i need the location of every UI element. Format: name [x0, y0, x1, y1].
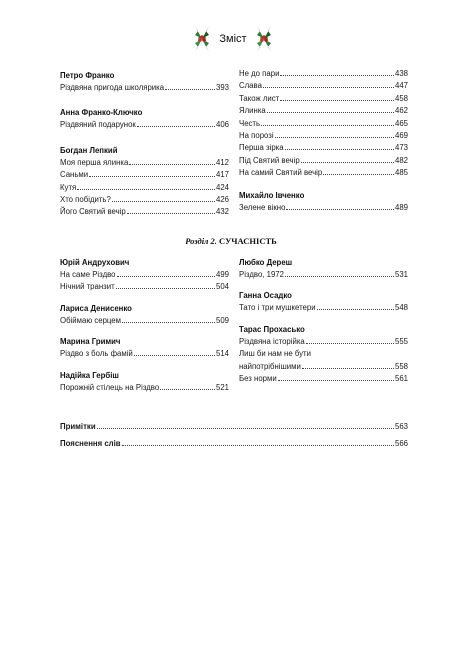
entry-title: Різдво з боль фамій — [60, 349, 133, 359]
entry-page: 555 — [394, 336, 408, 346]
entry-title: Також лист — [239, 93, 280, 103]
toc-entry-notes[interactable] — [60, 421, 408, 433]
dot-leader — [267, 111, 394, 113]
entry-page: 531 — [394, 270, 408, 279]
dot-leader — [117, 275, 215, 277]
entry-page: 558 — [394, 361, 408, 371]
entry-title: Без норми — [239, 374, 277, 384]
author-name: Любко Дереш — [239, 258, 293, 267]
entry-title: Різдвяна історійка — [239, 336, 305, 346]
dot-leader — [122, 444, 394, 446]
toc-column-part1-left — [60, 70, 229, 219]
dot-leader — [280, 74, 394, 76]
toc-entry[interactable] — [60, 348, 229, 360]
entry-title: Пояснення слів — [60, 439, 121, 449]
entry-title: Перша зірка — [239, 143, 284, 153]
toc-entry[interactable] — [60, 157, 229, 169]
toc-entry[interactable] — [239, 105, 408, 117]
entry-page: 489 — [394, 202, 408, 212]
toc-author-block — [239, 190, 408, 214]
section-label: Розділ 2. — [185, 236, 217, 246]
entry-title: Саньми — [60, 170, 89, 180]
toc-author-block — [239, 290, 408, 314]
dot-leader — [323, 173, 394, 175]
dot-leader — [89, 175, 215, 177]
toc-column-part2-right — [239, 257, 408, 385]
toc-entry[interactable] — [60, 382, 229, 394]
toc-author-block — [60, 336, 229, 360]
entry-title: Порожній стілець на Різдво — [60, 382, 160, 392]
dot-leader — [261, 124, 394, 126]
dot-leader — [285, 275, 394, 277]
entry-page: 458 — [394, 93, 408, 103]
toc-entry[interactable] — [239, 302, 408, 314]
entry-page: 462 — [394, 106, 408, 116]
section-heading — [0, 236, 462, 246]
dot-leader — [129, 163, 215, 165]
entry-title: Хто побідить? — [60, 195, 111, 205]
entry-title: Зелене вікно — [239, 202, 286, 212]
dot-leader — [312, 355, 407, 356]
entry-page: 485 — [394, 168, 408, 178]
toc-entry[interactable] — [60, 269, 229, 281]
toc-entry[interactable] — [239, 336, 408, 348]
entry-page: 473 — [394, 143, 408, 153]
toc-entry[interactable] — [60, 194, 229, 206]
dot-leader — [278, 379, 394, 381]
toc-author-block — [60, 257, 229, 294]
toc-entry-glossary[interactable] — [60, 438, 408, 450]
toc-entry[interactable] — [239, 118, 408, 130]
author-name: Михайло Івченко — [239, 190, 305, 200]
entry-title: Не до пари — [239, 69, 280, 78]
entry-title: Різдвяний подарунок — [60, 120, 136, 130]
entry-page: 482 — [394, 155, 408, 165]
entry-page: 465 — [394, 118, 408, 128]
entry-title: найпотрібнішими — [239, 361, 301, 371]
entry-page: 426 — [215, 195, 229, 205]
toc-entry[interactable] — [60, 82, 229, 94]
entry-title: Честь — [239, 118, 261, 128]
entry-title: Примітки — [60, 422, 96, 431]
author-name: Ганна Осадко — [239, 291, 292, 301]
toc-entry[interactable] — [60, 119, 229, 131]
entry-title: На порозі — [239, 131, 274, 141]
dot-leader — [134, 354, 215, 356]
toc-entry[interactable] — [239, 373, 408, 385]
entry-title: На самий Святий вечір — [239, 168, 323, 178]
entry-page: 412 — [215, 157, 229, 167]
dot-leader — [160, 388, 215, 390]
toc-author-block — [239, 324, 408, 386]
dot-leader — [137, 125, 215, 127]
toc-author-block — [60, 370, 229, 394]
toc-column-part1-right — [239, 68, 408, 214]
toc-back-matter — [60, 421, 408, 451]
entry-page: 521 — [215, 382, 229, 392]
dot-leader — [112, 200, 215, 202]
entry-page: 561 — [394, 374, 408, 384]
author-name: Надійка Гербіш — [60, 370, 119, 380]
dot-leader — [122, 321, 215, 323]
entry-title: Моя перша ялинка — [60, 157, 129, 167]
entry-title: Різдво, 1972 — [239, 270, 284, 279]
entry-page: 406 — [215, 120, 229, 130]
entry-page: 417 — [215, 170, 229, 180]
toc-entry[interactable] — [239, 93, 408, 105]
entry-page: 432 — [215, 207, 229, 217]
entry-page: 447 — [394, 81, 408, 91]
dot-leader — [301, 161, 394, 163]
dot-leader — [317, 308, 394, 310]
page-header — [0, 24, 462, 58]
dot-leader — [306, 342, 394, 344]
toc-author-block — [60, 145, 229, 219]
toc-author-block — [60, 303, 229, 327]
entry-title: Різдвяна пригода школярика — [60, 83, 165, 92]
entry-page: 393 — [215, 83, 229, 92]
toc-author-block — [239, 68, 408, 180]
author-name: Юрій Андрухович — [60, 258, 130, 267]
dot-leader — [285, 148, 394, 150]
entry-title: Його Святий вечір — [60, 207, 126, 217]
dot-leader — [165, 88, 215, 90]
entry-page: 504 — [215, 282, 229, 292]
entry-page: 499 — [215, 270, 229, 279]
toc-entry[interactable] — [239, 348, 408, 360]
toc-entry[interactable] — [60, 315, 229, 327]
dot-leader — [97, 427, 394, 429]
toc-entry[interactable] — [239, 80, 408, 92]
toc-author-block — [60, 70, 229, 94]
entry-title: Під Святий вечір — [239, 155, 300, 165]
dot-leader — [280, 99, 394, 101]
entry-title: Обіймаю серцем — [60, 315, 121, 325]
holly-ornament-icon — [254, 24, 274, 54]
author-name: Петро Франко — [60, 71, 115, 80]
toc-entry[interactable] — [239, 155, 408, 167]
section-title: СУЧАСНІСТЬ — [219, 236, 277, 246]
toc-entry[interactable] — [60, 169, 229, 181]
toc-entry[interactable] — [239, 167, 408, 179]
entry-title: На саме Різдво — [60, 270, 116, 279]
dot-leader — [127, 212, 215, 214]
entry-page: 566 — [394, 439, 408, 449]
toc-entry[interactable] — [239, 130, 408, 142]
entry-page: 563 — [394, 422, 408, 431]
toc-entry[interactable] — [60, 206, 229, 218]
entry-title: Тато і три мушкетери — [239, 303, 316, 313]
entry-page: 438 — [394, 69, 408, 78]
toc-author-block — [60, 107, 229, 131]
dot-leader — [263, 86, 394, 88]
entry-title: Нічний транзит — [60, 282, 115, 292]
toc-entry[interactable] — [239, 202, 408, 214]
dot-leader — [77, 188, 215, 190]
entry-page: 424 — [215, 182, 229, 192]
entry-title: Кутя — [60, 182, 77, 192]
holly-ornament-icon — [192, 24, 212, 54]
toc-entry[interactable] — [60, 182, 229, 194]
entry-page: 469 — [394, 131, 408, 141]
author-name: Лариса Денисенко — [60, 303, 132, 313]
toc-author-block — [239, 257, 408, 281]
toc-entry[interactable] — [239, 68, 408, 80]
entry-page: 509 — [215, 315, 229, 325]
toc-column-part2-left — [60, 257, 229, 394]
dot-leader — [116, 287, 215, 289]
dot-leader — [275, 136, 394, 138]
toc-entry[interactable] — [239, 142, 408, 154]
author-name: Анна Франко-Ключко — [60, 108, 143, 118]
dot-leader — [286, 208, 394, 210]
toc-entry[interactable] — [60, 281, 229, 293]
entry-page: 548 — [394, 303, 408, 313]
entry-title: Ялинка — [239, 106, 266, 116]
author-name: Марина Гримич — [60, 337, 121, 347]
toc-entry[interactable] — [239, 361, 408, 373]
entry-page: 514 — [215, 349, 229, 359]
entry-title: Лиш би нам не бути — [239, 349, 311, 359]
entry-title: Слава — [239, 81, 262, 91]
page-title: Зміст — [219, 33, 247, 45]
dot-leader — [302, 367, 394, 369]
author-name: Тарас Прохасько — [239, 324, 305, 334]
author-name: Богдан Лепкий — [60, 145, 118, 155]
toc-entry[interactable] — [239, 269, 408, 281]
